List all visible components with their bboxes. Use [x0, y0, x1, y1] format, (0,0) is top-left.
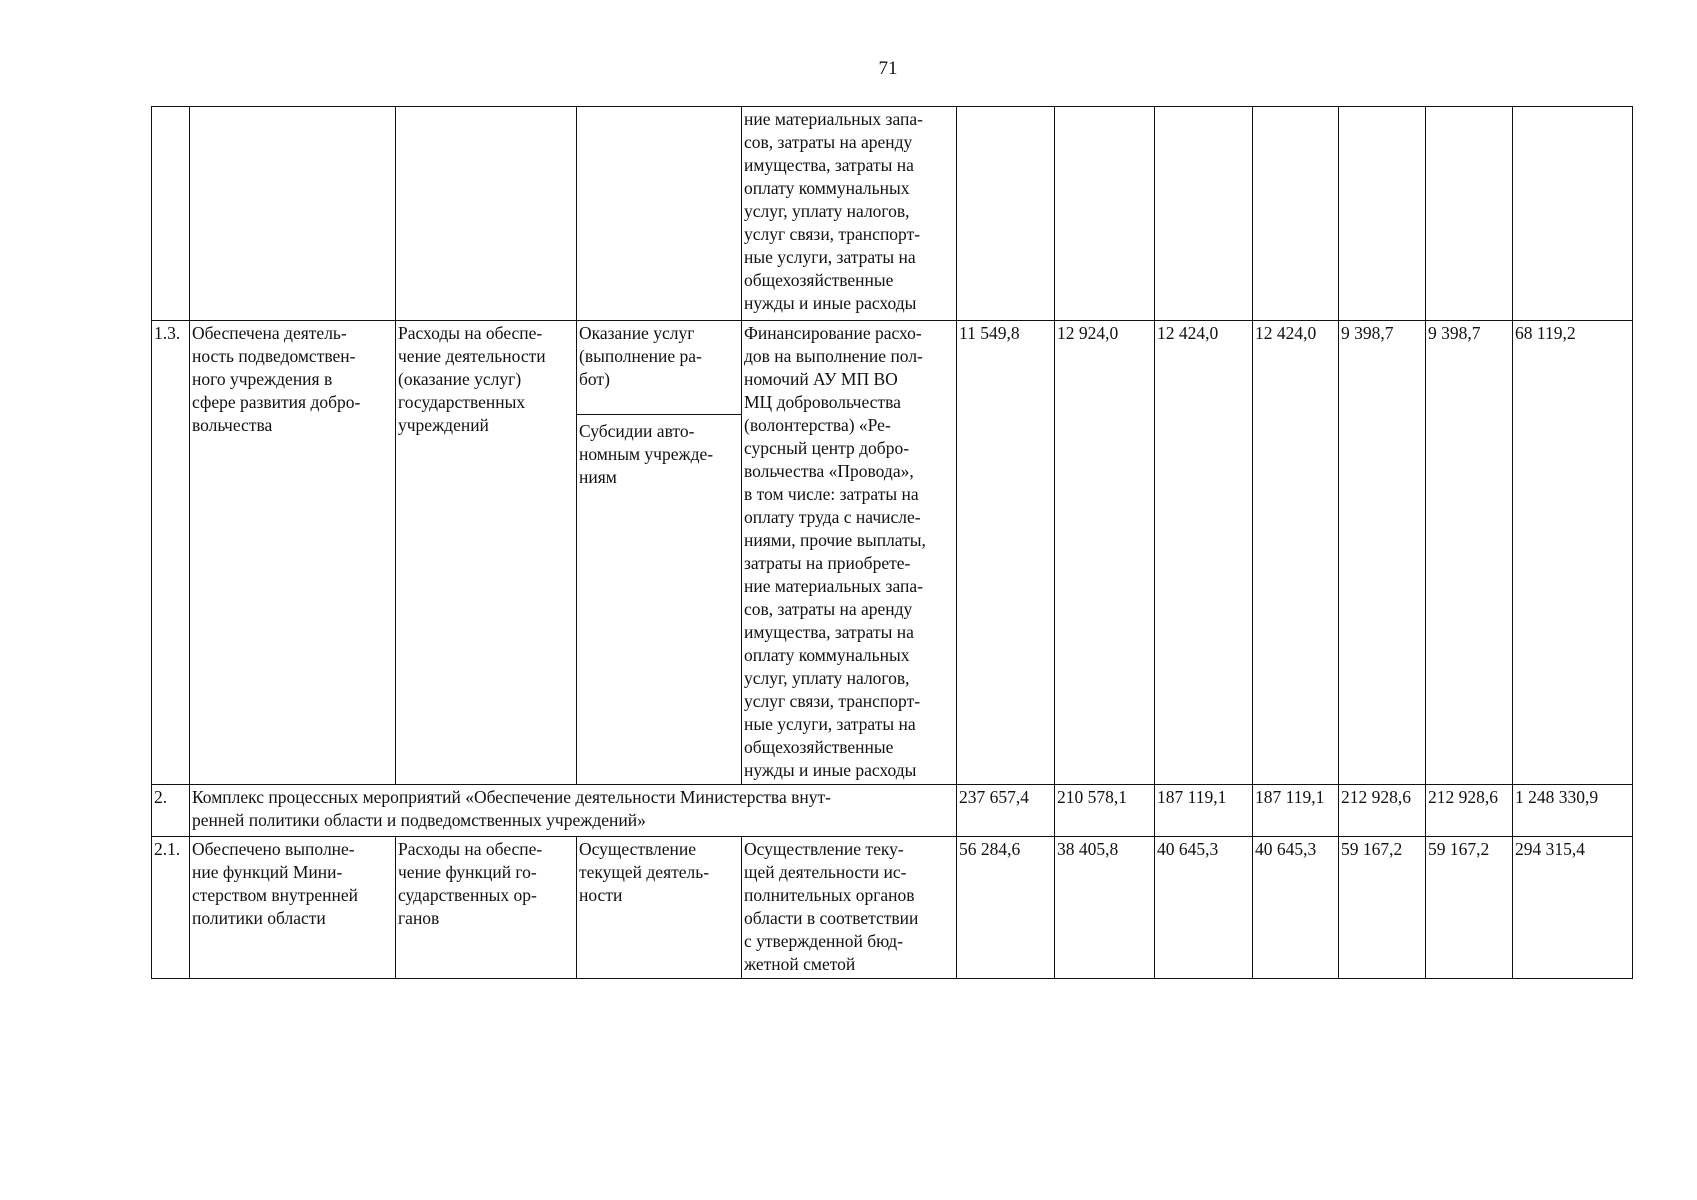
cell-expense-direction: Расходы на обеспе- чение деятельности (оказание услуг) государственных учреждений	[396, 321, 577, 785]
cell-value	[1253, 107, 1339, 321]
cell-value: 40 645,3	[1253, 837, 1339, 979]
cell-value: 40 645,3	[1155, 837, 1253, 979]
cell-value	[1513, 107, 1633, 321]
page-number: 71	[878, 58, 898, 79]
cell-value: 12 424,0	[1155, 321, 1253, 785]
cell-value: 294 315,4	[1513, 837, 1633, 979]
cell-task: Обеспечено выполне- ние функций Мини- стерством внутренней политики области	[190, 837, 396, 979]
cell-number: 1.3.	[152, 321, 190, 785]
cell-description: Финансирование расхо- дов на выполнение пол- номочий АУ МП ВО МЦ добровольчества (волонтерства) «Ре- сурсный центр добро- вольчества «Провода», в том числе: затраты на оплату труда с начисле- ниями, прочие выплаты, затраты на приобрете- ние материальных запа- сов, затраты на аренду имущества, затраты на оплату коммунальных услуг, уплату налогов, услуг связи, транспорт- ные услуги, затраты на общехозяйственные нужды и иные расходы	[742, 321, 957, 785]
cell-value: 187 119,1	[1253, 785, 1339, 837]
cell-value: 1 248 330,9	[1513, 785, 1633, 837]
expense-type-services: Оказание услуг (выполнение ра- бот)	[579, 323, 702, 389]
cell-value: 210 578,1	[1055, 785, 1155, 837]
table-row-2	[152, 785, 1633, 837]
cell-value	[1339, 107, 1426, 321]
cell-value: 9 398,7	[1339, 321, 1426, 785]
cell-value	[1155, 107, 1253, 321]
cell-expense-direction: Расходы на обеспе- чение функций го- сударственных ор- ганов	[396, 837, 577, 979]
cell-number	[152, 107, 190, 321]
cell-expense-type	[577, 321, 742, 785]
cell-task	[190, 107, 396, 321]
cell-value: 59 167,2	[1426, 837, 1513, 979]
cell-expense-type	[577, 107, 742, 321]
cell-value: 68 119,2	[1513, 321, 1633, 785]
cell-value: 11 549,8	[957, 321, 1055, 785]
cell-value	[957, 107, 1055, 321]
cell-value: 56 284,6	[957, 837, 1055, 979]
cell-task: Обеспечена деятель- ность подведомствен- ного учреждения в сфере развития добро- вольчества	[190, 321, 396, 785]
cell-value: 212 928,6	[1426, 785, 1513, 837]
cell-value	[1426, 107, 1513, 321]
cell-number: 2.	[152, 785, 190, 837]
cell-value: 212 928,6	[1339, 785, 1426, 837]
cell-value	[1055, 107, 1155, 321]
cell-value: 38 405,8	[1055, 837, 1155, 979]
budget-table	[151, 106, 1633, 979]
cell-expense-type: Осуществление текущей деятель- ности	[577, 837, 742, 979]
table-row-continuation	[152, 107, 1633, 321]
cell-expense-direction	[396, 107, 577, 321]
table-row-1-3	[152, 321, 1633, 785]
cell-value: 12 424,0	[1253, 321, 1339, 785]
expense-type-subsidies: Субсидии авто- номным учрежде- ниям	[577, 414, 741, 489]
cell-description: Осуществление теку- щей деятельности ис- полнительных органов области в соответствии с утвержденной бюд- жетной сметой	[742, 837, 957, 979]
cell-description: ние материальных запа- сов, затраты на аренду имущества, затраты на оплату коммунальных услуг, уплату налогов, услуг связи, транспорт- ные услуги, затраты на общехозяйственные нужды и иные расходы	[742, 107, 957, 321]
cell-value: 237 657,4	[957, 785, 1055, 837]
cell-value: 12 924,0	[1055, 321, 1155, 785]
cell-value: 187 119,1	[1155, 785, 1253, 837]
table-row-2-1	[152, 837, 1633, 979]
cell-number: 2.1.	[152, 837, 190, 979]
cell-complex-title: Комплекс процессных мероприятий «Обеспечение деятельности Министерства внут- ренней политики области и подведомственных учреждений»	[190, 785, 957, 837]
cell-value: 9 398,7	[1426, 321, 1513, 785]
cell-value: 59 167,2	[1339, 837, 1426, 979]
